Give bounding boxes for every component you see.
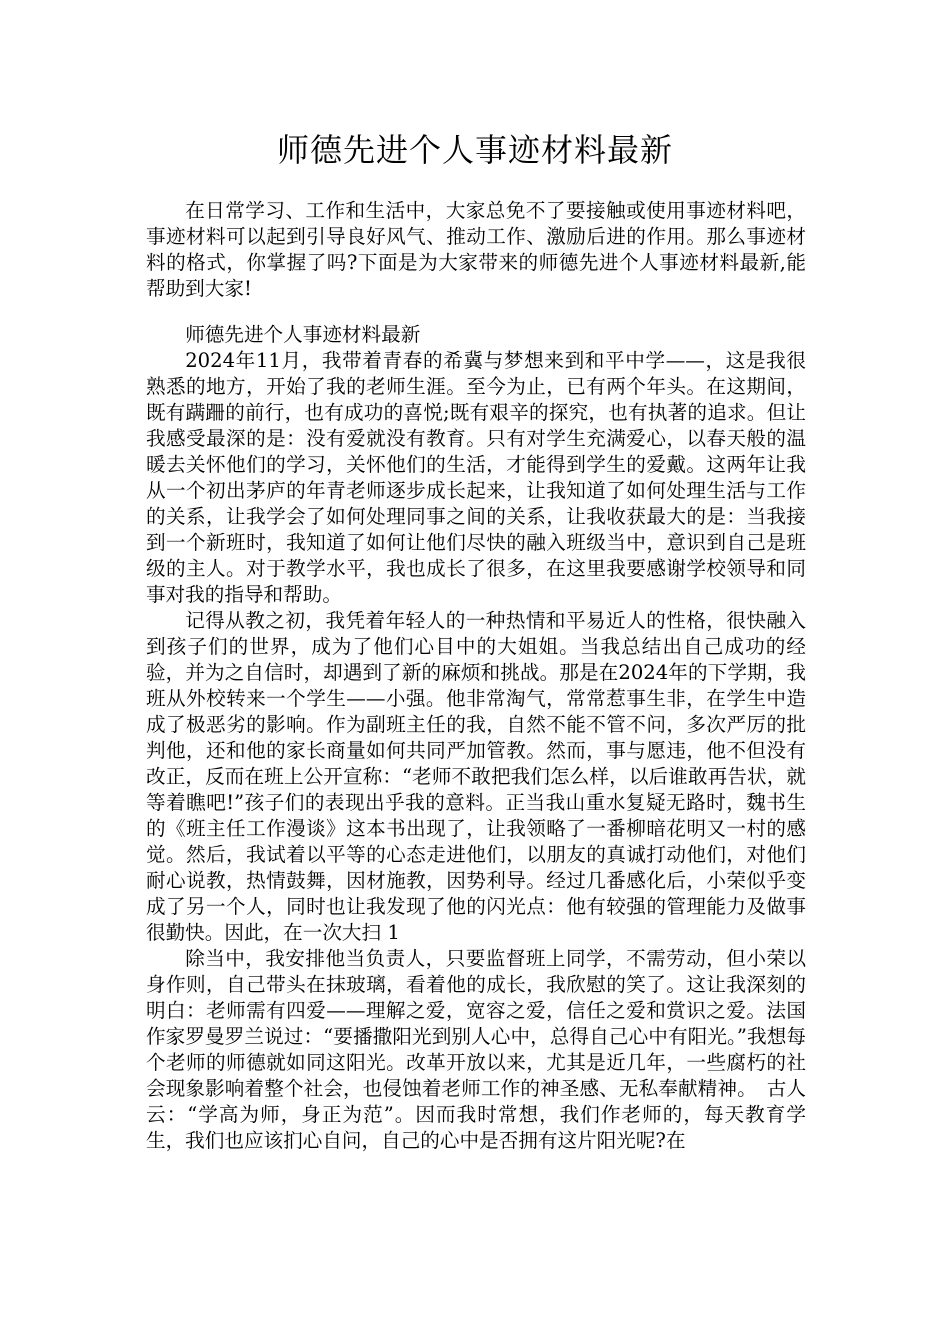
- paragraph-1: 2024年11月，我带着青春的希冀与梦想来到和平中学——，这是我很熟悉的地方，开始了我的老师生涯。至今为止，已有两个年头。在这期间，既有蹒跚的前行，也有成功的喜悦;既有艰辛的探究，也有执著的追求。但让我感受最深的是：没有爱就没有教育。只有对学生充满爱心，以春天般的温暖去关怀他们的学习，关怀他们的生活，才能得到学生的爱戴。这两年让我从一个初出茅庐的年青老师逐步成长起来，让我知道了如何处理生活与工作的关系，让我学会了如何处理同事之间的关系，让我收获最大的是：当我接到一个新班时，我知道了如何让他们尽快的融入班级当中，意识到自己是班级的主人。对于教学水平，我也成长了很多，在这里我要感谢学校领导和同事对我的指导和帮助。: [146, 349, 806, 606]
- intro-paragraph: 在日常学习、工作和生活中，大家总免不了要接触或使用事迹材料吧，事迹材料可以起到引导良好风气、推动工作、激励后进的作用。那么事迹材料的格式，你掌握了吗?下面是为大家带来的师德先进个人事迹材料最新,能帮助到大家!: [146, 199, 806, 300]
- article-block: [146, 322, 806, 1154]
- document-title: 师德先进个人事迹材料最新: [276, 131, 673, 169]
- paragraph-3: 除当中，我安排他当负责人，只要监督班上同学，不需劳动，但小荣以身作则，自己带头在抹玻璃，看着他的成长，我欣慰的笑了。这让我深刻的明白：老师需有四爱——理解之爱，宽容之爱，信任之爱和赏识之爱。法国作家罗曼罗兰说过：“要播撒阳光到别人心中，总得自己心中有阳光。”我想每个老师的师德就如同这阳光。改革开放以来，尤其是近几年，一些腐朽的社会现象影响着整个社会，也侵蚀着老师工作的神圣感、无私奉献精神。 古人云：“学高为师，身正为范”。因而我时常想，我们作老师的，每天教育学生，我们也应该扪心自问，自己的心中是否拥有这片阳光呢?在: [146, 947, 806, 1152]
- paragraph-2: 记得从教之初，我凭着年轻人的一种热情和平易近人的性格，很快融入到孩子们的世界，成为了他们心目中的大姐姐。当我总结出自己成功的经验，并为之自信时，却遇到了新的麻烦和挑战。那是在2024年的下学期，我班从外校转来一个学生——小强。他非常淘气，常常惹事生非，在学生中造成了极恶劣的影响。作为副班主任的我，自然不能不管不问，多次严厉的批判他，还和他的家长商量如何共同严加管教。然而，事与愿违，他不但没有改正，反而在班上公开宣称：“老师不敢把我们怎么样，以后谁敢再告状，就等着瞧吧!”孩子们的表现出乎我的意料。正当我山重水复疑无路时，魏书生的《班主任工作漫谈》这本书出现了，让我领略了一番柳暗花明又一村的感觉。然后，我试着以平等的心态走进他们，以朋友的真诚打动他们，对他们耐心说教，热情鼓舞，因材施教，因势利导。经过几番感化后，小荣似乎变成了另一个人，同时也让我发现了他的闪光点：他有较强的管理能力及做事很勤快。因此，在一次大扫 1: [146, 609, 806, 944]
- section-title: 师德先进个人事迹材料最新: [185, 323, 421, 346]
- intro-block: [146, 198, 806, 302]
